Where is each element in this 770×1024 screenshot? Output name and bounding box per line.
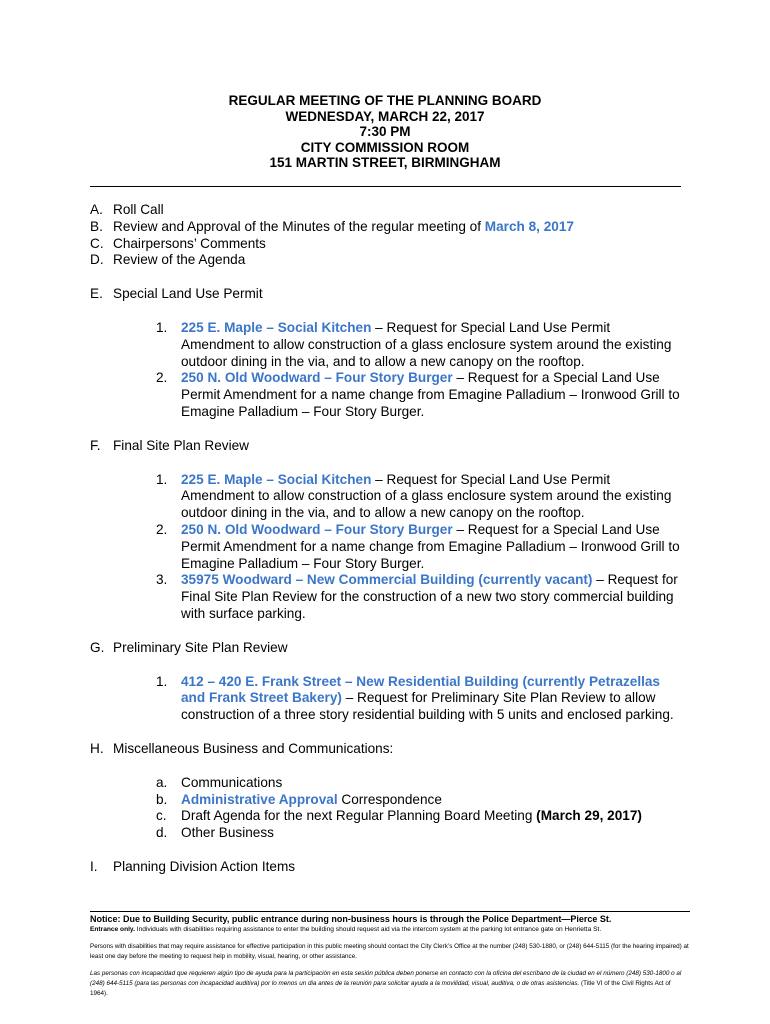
item-letter: F.: [90, 437, 101, 453]
header-room: CITY COMMISSION ROOM: [300, 139, 470, 155]
minutes-link[interactable]: March 8, 2017: [484, 218, 574, 234]
notice-footer: [90, 911, 690, 999]
sub-text: – Request for a Special Land Use Permit Amendment for a name change from Emagine Palladium – Ironwood Grill to Emagine Palladium – Four Story Burger.: [181, 521, 680, 571]
sub-item: [156, 522, 686, 572]
notice-entrance-bold: Entrance only.: [90, 926, 135, 933]
notice-disabilities: Persons with disabilities that may require assistance for effective participation in this public meeting should contact the City Clerk’s Office at the number (248) 530-1880, or (248) 644-5115 (for the hearing impaired) at least one day before the meeting to request help in mobility, visual, hearing, or other assistance.: [90, 943, 689, 960]
sub-item: [156, 775, 686, 792]
sub-text: Correspondence: [337, 791, 442, 807]
sub-number: 3.: [156, 572, 168, 588]
sub-item: [156, 825, 686, 842]
sub-letter: b.: [156, 791, 168, 807]
item-text: Planning Division Action Items: [113, 858, 296, 874]
notice-spanish-text: Las personas con incapacidad que requieren algún tipo de ayuda para la participación en esta sesión pública deben ponerse en contacto con la oficina del escribano de la ciudad en el número (248) 530-1800 o al (248) 644-5115 (para las personas con incapacidad auditiva) por lo menos un dia antes de la reunión para solicitar ayuda a la movilidad, visual, auditiva, o de otras asistencias.: [90, 970, 682, 987]
administrative-approval-link[interactable]: Administrative Approval: [181, 791, 338, 807]
header-title: REGULAR MEETING OF THE PLANNING BOARD: [228, 93, 542, 108]
item-letter: G.: [90, 639, 105, 655]
sub-item: [156, 370, 686, 420]
sub-item: [156, 792, 686, 809]
sub-text: Draft Agenda for the next Regular Planning Board Meeting: [181, 808, 537, 824]
agenda-item-c: [90, 236, 690, 253]
sub-item: [156, 808, 686, 825]
sub-text: – Request for Preliminary Site Plan Review to allow construction of a three story residential building with 5 units and enclosed parking.: [181, 690, 674, 723]
case-link[interactable]: 225 E. Maple – Social Kitchen: [181, 471, 372, 487]
notice-entrance-text: Individuals with disabilities requiring assistance to enter the building should request aid via the intercom system at the parking lot entrance gate on Henrietta St.: [134, 926, 602, 933]
item-letter: H.: [90, 740, 104, 756]
sub-letter: c.: [156, 808, 167, 824]
sub-item: [156, 674, 686, 724]
sub-text: Communications: [181, 774, 283, 790]
header-divider: [90, 186, 681, 187]
agenda-item-d: [90, 252, 690, 269]
case-link[interactable]: 412 – 420 E. Frank Street – New Residential Building (currently Petrazellas and Frank Street Bakery): [181, 673, 660, 706]
sub-item: [156, 320, 686, 370]
item-letter: B.: [90, 218, 103, 234]
sub-number: 2.: [156, 521, 168, 537]
item-letter: I.: [90, 858, 98, 874]
sub-letter: d.: [156, 825, 168, 841]
item-text: Miscellaneous Business and Communications:: [113, 740, 394, 756]
sub-item: [156, 572, 686, 622]
sub-text: – Request for a Special Land Use Permit Amendment for a name change from Emagine Palladium – Ironwood Grill to Emagine Palladium – Four Story Burger.: [181, 370, 680, 419]
item-letter: D.: [90, 252, 104, 268]
sub-text: – Request for Special Land Use Permit Amendment to allow construction of a glass enclosure system around the existing outdoor dining in the via, and to allow a new canopy on the rooftop.: [181, 319, 672, 369]
notice-entrance: [90, 925, 690, 935]
sub-text: – Request for Special Land Use Permit Amendment to allow construction of a glass enclosure system around the existing outdoor dining in the via, and to allow a new canopy on the rooftop.: [181, 471, 672, 521]
item-text: Chairpersons’ Comments: [113, 235, 266, 251]
item-text: Final Site Plan Review: [113, 437, 249, 453]
agenda-item-g: [90, 640, 690, 657]
sub-list-g: [156, 674, 686, 724]
sub-number: 1.: [156, 471, 168, 487]
sub-item: [156, 472, 686, 522]
agenda-item-h: [90, 741, 690, 758]
sub-list-e: [156, 320, 686, 421]
case-link[interactable]: 35975 Woodward – New Commercial Building (currently vacant): [181, 572, 593, 588]
case-link[interactable]: 225 E. Maple – Social Kitchen: [181, 319, 372, 335]
sub-list-h: [156, 775, 686, 842]
header-address: 151 MARTIN STREET, BIRMINGHAM: [269, 155, 501, 170]
sub-letter: a.: [156, 774, 168, 790]
agenda-item-b: [90, 219, 690, 236]
sub-text: Other Business: [181, 825, 274, 841]
header-date: WEDNESDAY, MARCH 22, 2017: [285, 108, 485, 124]
item-text: Roll Call: [113, 202, 164, 217]
next-meeting-date: (March 29, 2017): [536, 808, 642, 824]
notice-heading: Notice: Due to Building Security, public entrance during non-business hours is through the Police Department—Pierce St.: [90, 914, 612, 924]
sub-number: 2.: [156, 370, 168, 386]
item-letter: C.: [90, 235, 104, 251]
item-letter: E.: [90, 286, 103, 302]
case-link[interactable]: 250 N. Old Woodward – Four Story Burger: [181, 370, 453, 386]
notice-civil-rights: (Title VI of the Civil Rights Act of 1964).: [90, 980, 671, 997]
item-text: Preliminary Site Plan Review: [113, 639, 288, 655]
header-time: 7:30 PM: [359, 124, 411, 139]
item-text: Review of the Agenda: [113, 252, 246, 268]
item-text: Review and Approval of the Minutes of the regular meeting of: [113, 218, 485, 234]
case-link[interactable]: 250 N. Old Woodward – Four Story Burger: [181, 521, 453, 537]
agenda-item-f: [90, 438, 690, 455]
sub-number: 1.: [156, 673, 168, 689]
agenda-item-i: [90, 859, 690, 876]
notice-spanish: [90, 969, 690, 999]
sub-number: 1.: [156, 319, 168, 335]
meeting-header: [0, 93, 770, 171]
item-letter: A.: [90, 202, 103, 217]
item-text: Special Land Use Permit: [113, 286, 263, 302]
agenda-item-e: [90, 286, 690, 303]
sub-list-f: [156, 472, 686, 623]
sub-text: – Request for Final Site Plan Review for the construction of a new two story commercial building with surface parking.: [181, 572, 678, 621]
agenda-item-a: [90, 202, 690, 219]
agenda-list: [90, 202, 690, 876]
